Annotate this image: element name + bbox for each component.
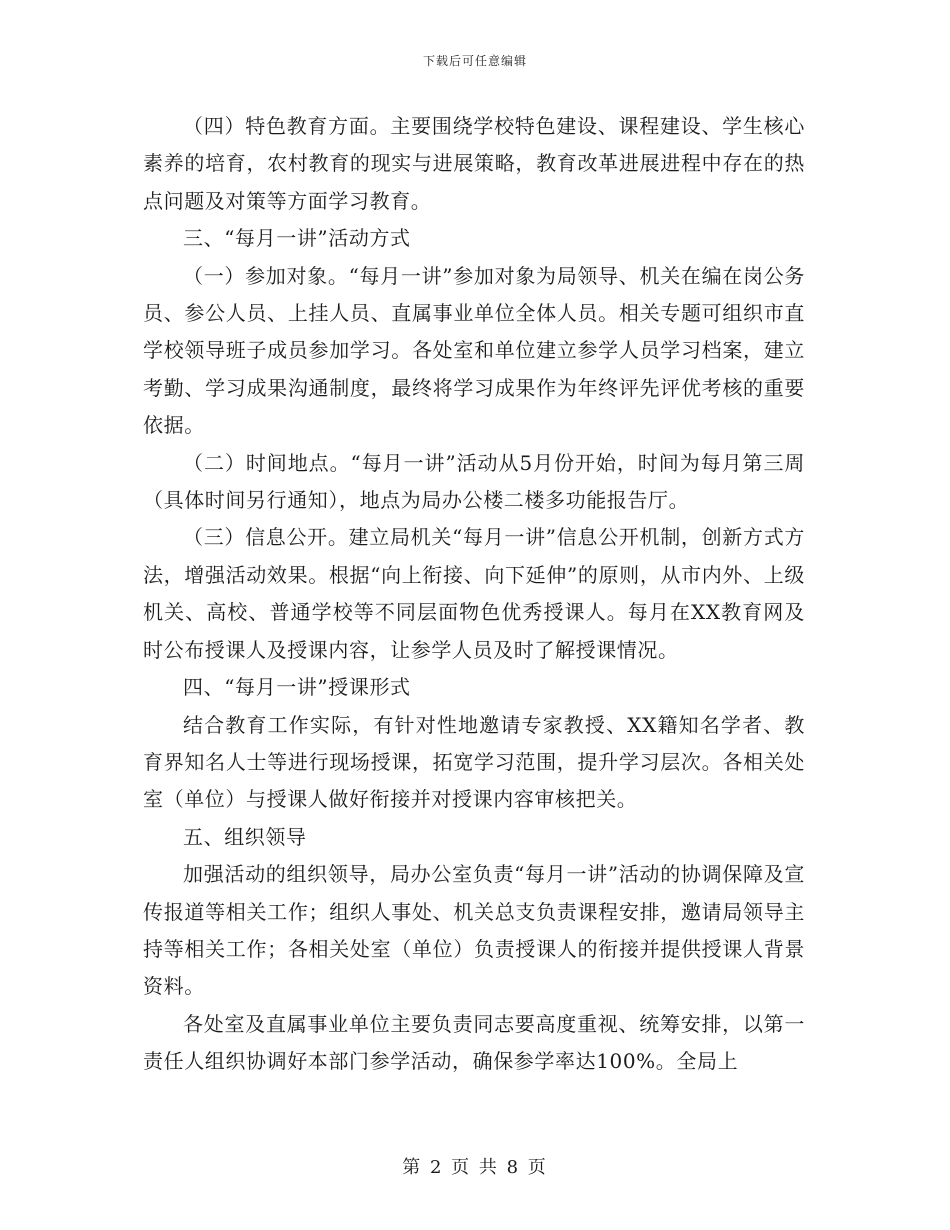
paragraph-participants: （一）参加对象。“每月一讲”参加对象为局领导、机关在编在岗公务员、参公人员、上挂人员、直属事业单位全体人员。相关专题可组织市直学校领导班子成员参加学习。各处室和单位建立参学人员学习档案，建立考勤、学习成果沟通制度，最终将学习成果作为年终评先评优考核的重要依据。 bbox=[143, 263, 805, 438]
section-heading-organization: 五、组织领导 bbox=[183, 824, 307, 849]
paragraph-info-disclosure: （三）信息公开。建立局机关“每月一讲”信息公开机制，创新方式方法，增强活动效果。根据“向上衔接、向下延伸”的原则，从市内外、上级机关、高校、普通学校等不同层面物色优秀授课人。每月在XX教育网及时公布授课人及授课内容，让参学人员及时了解授课情况。 bbox=[143, 525, 805, 662]
section-heading-lecture-format: 四、“每月一讲”授课形式 bbox=[183, 675, 411, 700]
paragraph-responsibility: 各处室及直属事业单位主要负责同志要高度重视、统筹安排，以第一责任人组织协调好本部门参学活动，确保参学率达100%。全局上 bbox=[143, 1011, 805, 1074]
section-heading-activity-method: 三、“每月一讲”活动方式 bbox=[183, 226, 411, 251]
paragraph-organization: 加强活动的组织领导，局办公室负责“每月一讲”活动的协调保障及宣传报道等相关工作；组织人事处、机关总支负责课程安排，邀请局领导主持等相关工作；各相关处室（单位）负责授课人的衔接并提供授课人背景资料。 bbox=[143, 862, 805, 999]
page-indicator: 第 2 页 共 8 页 bbox=[402, 1157, 548, 1178]
paragraph-lecture-format: 结合教育工作实际，有针对性地邀请专家教授、XX籍知名学者、教育界知名人士等进行现场授课，拓宽学习范围，提升学习层次。各相关处室（单位）与授课人做好衔接并对授课内容审核把关。 bbox=[143, 712, 805, 812]
paragraph-special-education: （四）特色教育方面。主要围绕学校特色建设、课程建设、学生核心素养的培育，农村教育的现实与进展策略，教育改革进展进程中存在的热点问题及对策等方面学习教育。 bbox=[143, 114, 805, 213]
document-body bbox=[143, 108, 805, 1081]
paragraph-time-location: （二）时间地点。“每月一讲”活动从5月份开始，时间为每月第三周（具体时间另行通知），地点为局办公楼二楼多功能报告厅。 bbox=[143, 450, 805, 513]
header-note: 下载后可任意编辑 bbox=[422, 54, 527, 68]
